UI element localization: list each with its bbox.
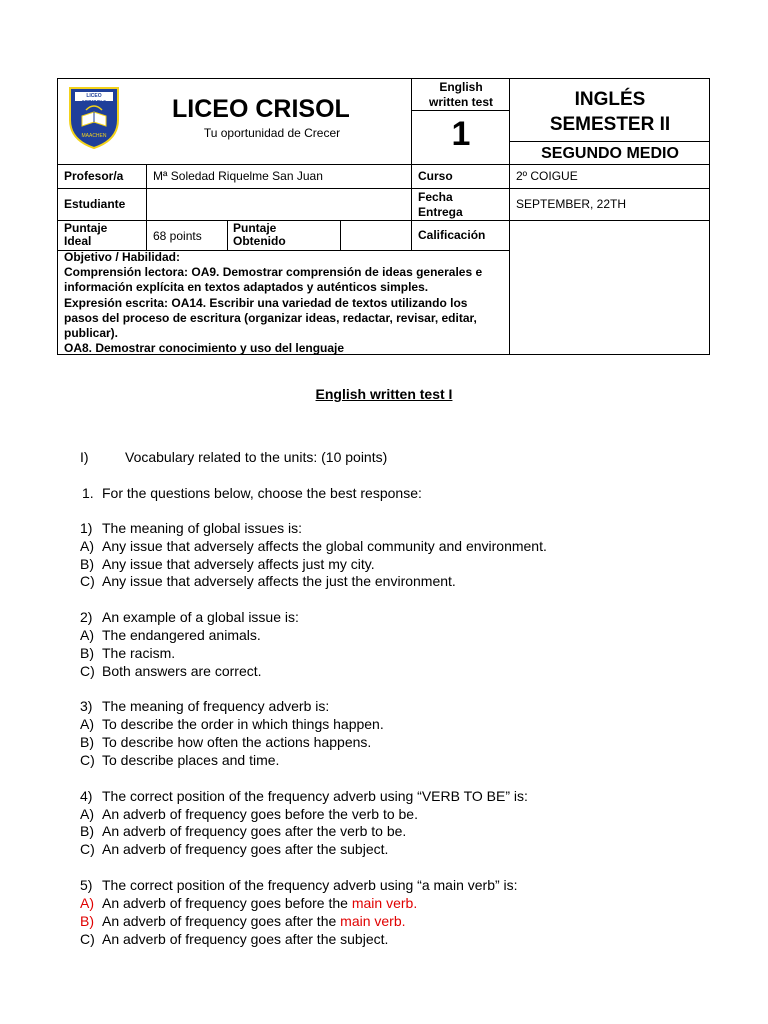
student-label: Estudiante xyxy=(64,197,126,211)
school-logo xyxy=(66,86,122,150)
course-label: Curso xyxy=(418,169,453,183)
ideal-score-value: 68 points xyxy=(153,229,202,243)
obtained-score-field[interactable] xyxy=(344,224,406,244)
logo-bottom-text: MAACHEN xyxy=(81,133,107,139)
level-title: SEGUNDO MEDIO xyxy=(541,145,679,162)
objective-block: Objetivo / Habilidad: Comprensión lectora: OA9. Demostrar comprensión de ideas generales e información explícita en textos adaptados y auténticos simples. Expresión escrita: OA14. Escribir una variedad de textos utilizando los pasos del proceso de escritura (organizar ideas, redactar, revisar, editar, publicar). OA8. Demostrar conocimiento y uso del lenguaje xyxy=(64,250,483,356)
due-date-label: Fecha Entrega xyxy=(418,190,463,219)
student-field[interactable] xyxy=(153,198,403,212)
ideal-score-label: Puntaje Ideal xyxy=(64,221,108,248)
document-page: LICEO "CRISOL" MAACHEN LICEO CRISOL Tu oportunidad de Crecer English written test 1 INGLÉS SEMESTER II SEGUNDO MEDIO Profesor/a Mª Soledad Riquelme San Juan Curso 2º COIGUE Estudiante Fecha Entrega SEPTEMBER, 22TH Puntaje Ideal 68 points Puntaje Obtenido Calificación Objetivo / Habilidad: Comprensión lectora: OA9. Demostrar comprensión de ideas generales e información explícita en textos adaptados y auténticos simples. Expresión escrita: OA14. Escribir una variedad de textos utilizando los pasos del proceso de escritura (organizar ideas, redactar, revisar, editar, publicar). OA8. Demostrar conocimiento y uso del lenguaje English written test I I) Vocabulary related to the units: (10 points) 1. For the questions below, choose the best response: 1) The meaning of global issues is: A) Any issue that adversely affects the global community and environment. B) Any issue that adversely affects just my city. C) Any issue that adversely affects the just the environment. 2) An example of a global issue is: A) The endangered animals. B) The racism. C) Both answers are correct. 3) The meaning of frequency adverb is: A) To describe the order in which things happen. B) To describe how often the actions happens. C) To describe places and time. 4) The correct position of the frequency adverb using “VERB TO BE” is: A) An adverb of frequency goes before the verb to be. B) An adverb of frequency goes after the verb to be. C) An adverb of frequency goes after the subject. 5) The correct position of the frequency adverb using “a main verb” is: A) An adverb of frequency goes before the main verb. B) An adverb of frequency goes after the main verb. C) An adverb of frequency goes after the subject. xyxy=(0,0,768,1024)
teacher-label: Profesor/a xyxy=(64,169,124,183)
obtained-score-label: Puntaje Obtenido xyxy=(233,221,286,248)
due-date-value: SEPTEMBER, 22TH xyxy=(516,197,627,211)
teacher-value: Mª Soledad Riquelme San Juan xyxy=(153,169,323,183)
test-number: 1 xyxy=(451,115,471,153)
highlighted-answer: main verb. xyxy=(340,913,406,929)
test-title: English written test I xyxy=(315,386,453,402)
grade-label: Calificación xyxy=(418,228,486,242)
course-value: 2º COIGUE xyxy=(516,169,578,183)
school-name: LICEO CRISOL xyxy=(172,95,350,123)
school-tagline: Tu oportunidad de Crecer xyxy=(203,126,341,140)
logo-top-text: LICEO "CRISOL" xyxy=(82,93,106,106)
test-label: English written test xyxy=(428,80,493,109)
highlighted-answer: main verb. xyxy=(351,895,418,911)
subject-title: INGLÉS SEMESTER II xyxy=(549,89,671,135)
grade-field[interactable] xyxy=(514,226,704,346)
